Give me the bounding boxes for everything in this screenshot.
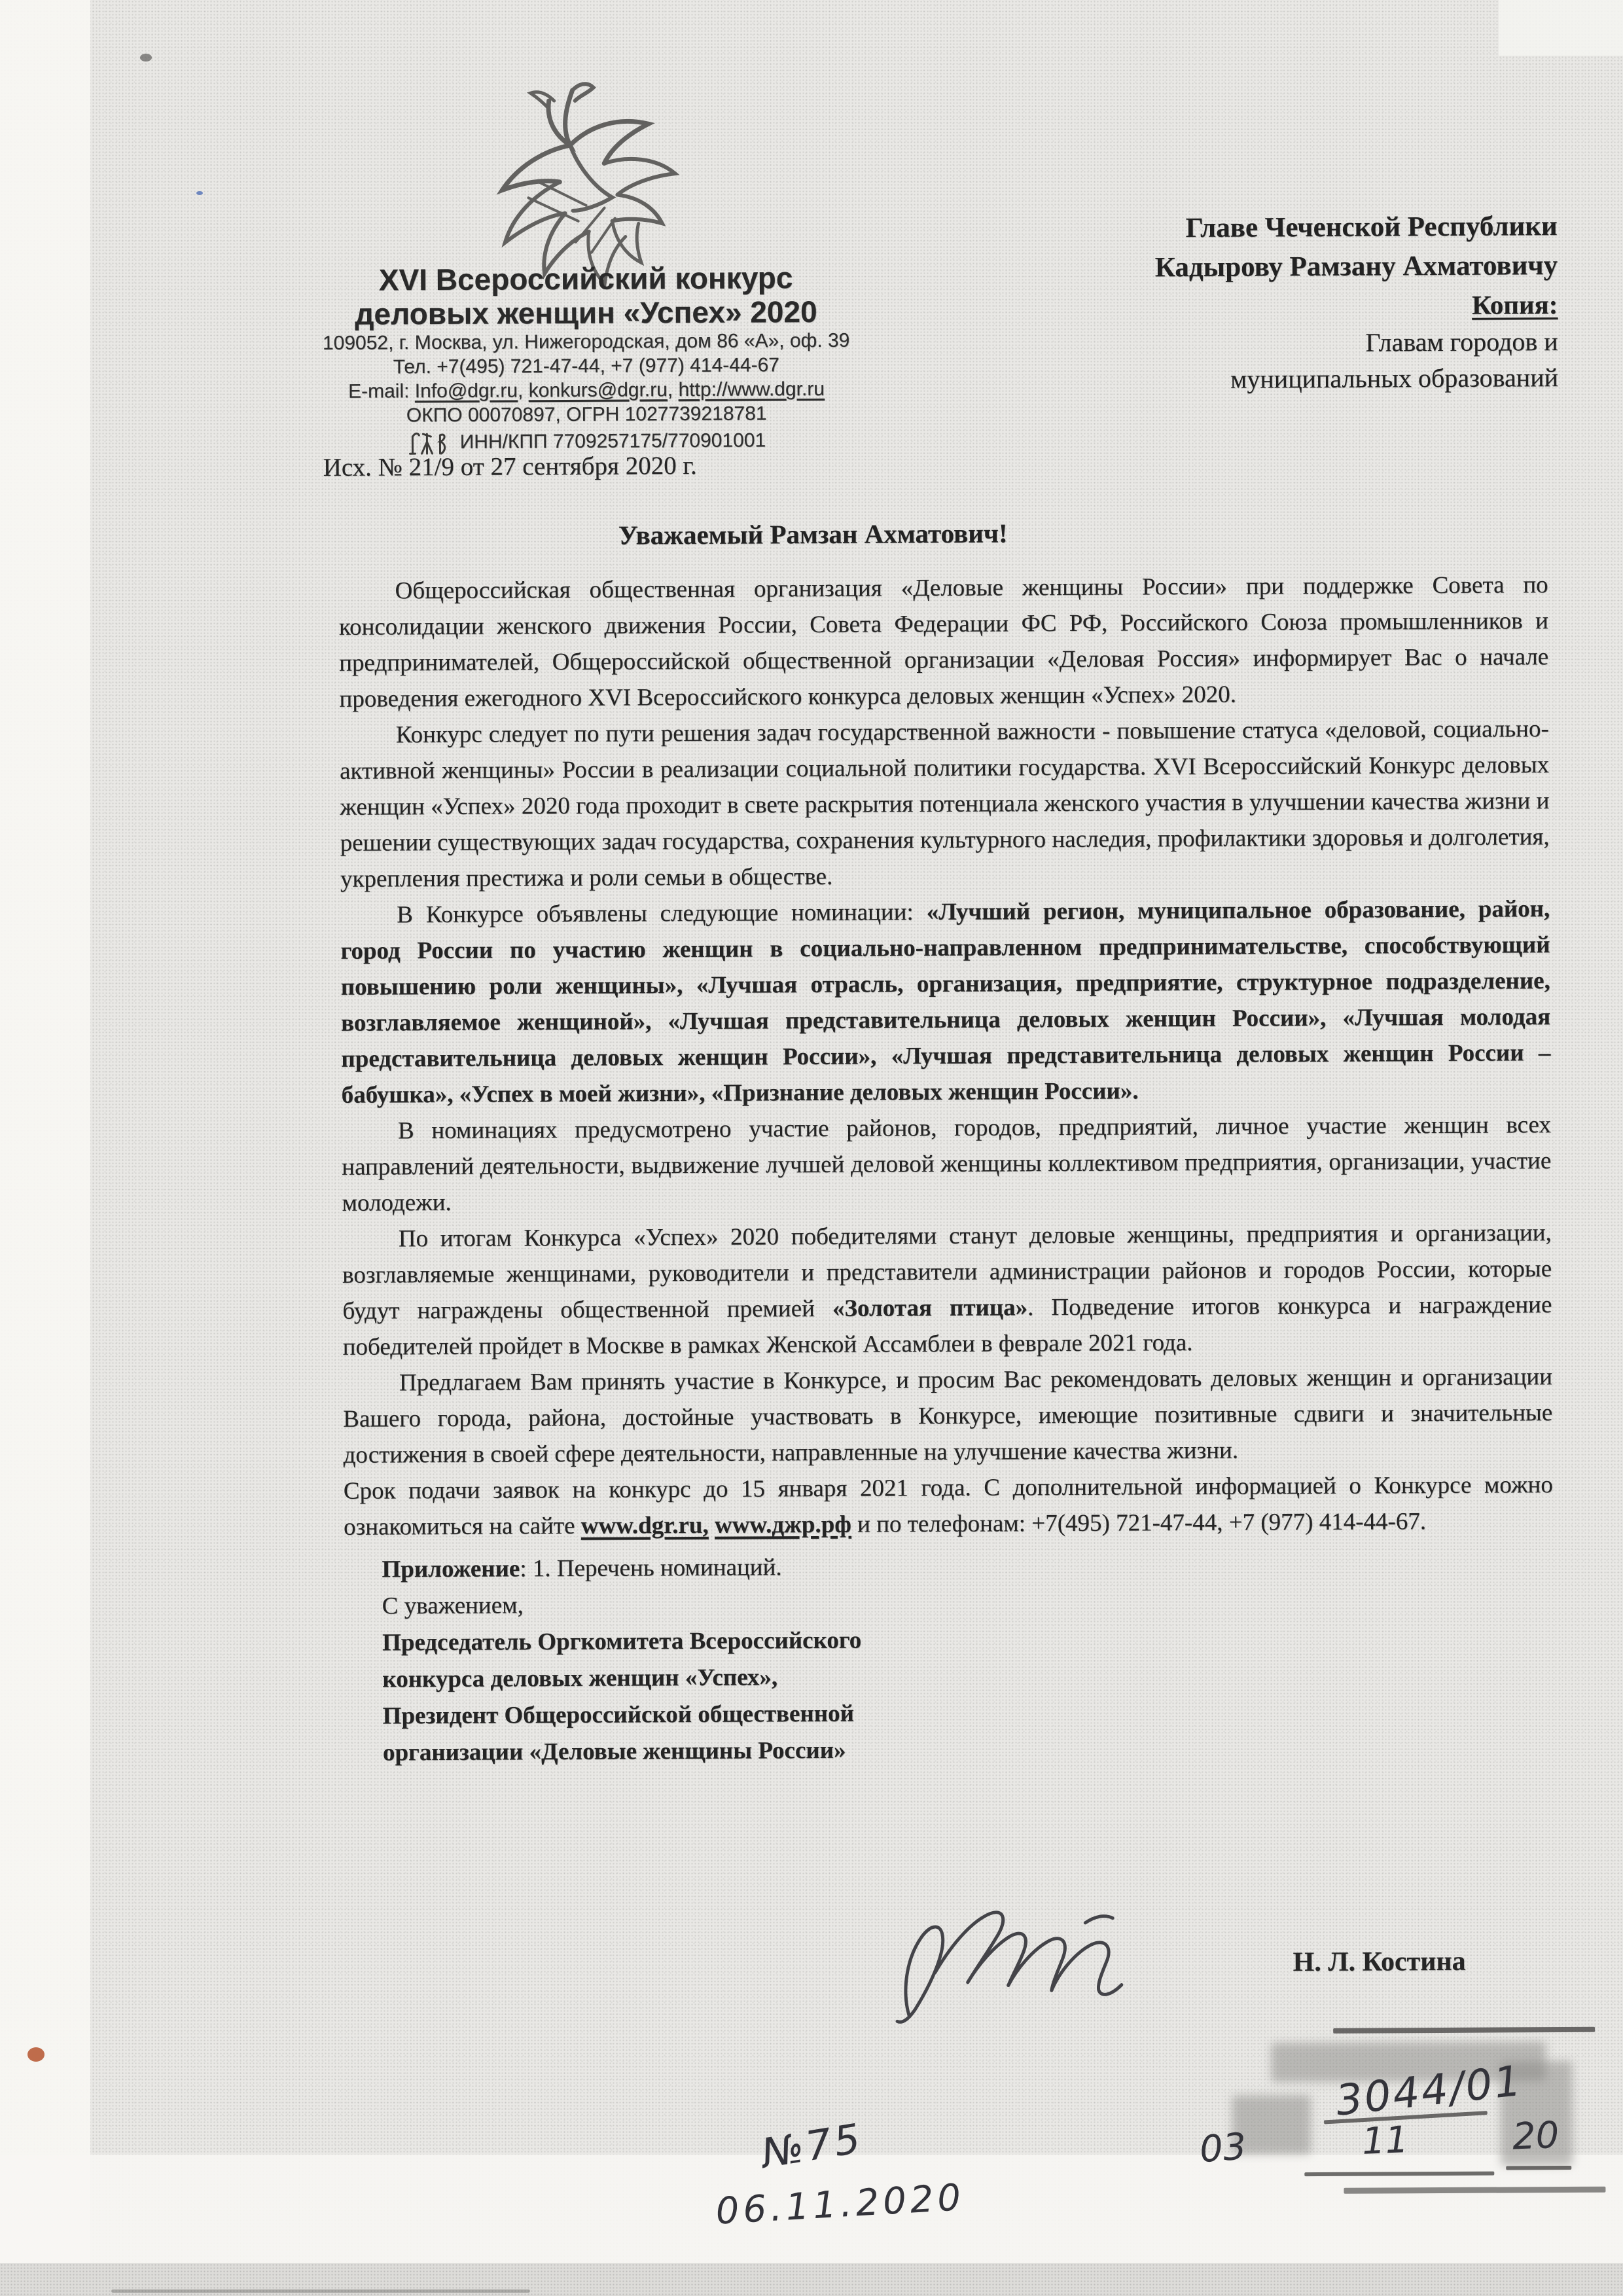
golden-bird-award: «Золотая птица» (832, 1294, 1028, 1322)
p3-intro: В Конкурсе объявлены следующие номинации: (397, 899, 927, 929)
site-link-cyrillic: www.джр.рф (714, 1511, 851, 1539)
org-header (157, 259, 1016, 457)
closing-block (382, 1545, 1554, 1771)
copy-label: Копия: (1471, 289, 1558, 320)
org-okpo-ogrn: ОКПО 00070897, ОГРН 1027739218781 (406, 403, 767, 427)
paragraph-7: Срок подачи заявок на конкурс до 15 января 2021 года. С дополнительной информацией о Конкурсе можно ознакомиться на сайте www.dgr.ru, www.джр.рф и по телефонам: +7(495) 721-47-44, +7 (977) 414-44-67. (343, 1471, 1553, 1541)
recipient-line1: Главе Чеченской Республики (1185, 211, 1558, 244)
recipient-line3: Главам городов и (1365, 327, 1558, 357)
org-website: http://www.dgr.ru (678, 378, 825, 401)
recipient-line2: Кадырову Рамзану Ахматовичу (1154, 250, 1558, 283)
attachment-line: Приложение: 1. Перечень номинаций. (382, 1554, 782, 1583)
site-link-dgr: www.dgr.ru, (580, 1511, 709, 1539)
paragraph-2: Конкурс следует по пути решения задач государственной важности - повышение статуса «деловой, социально-активной женщины» России в реализации социальной политики государства. XVI Всероссийский Конкурс деловых женщин «Успех» 2020 года проходит в свете раскрытия потенциала женского участия в улучшении качества жизни и решении существующих задач государства, сохранения культурного наследия, профилактики здоровья и долголетия, укрепления престижа и роли семьи в обществе. (339, 715, 1550, 893)
salutation: Уважаемый Рамзан Ахматович! (618, 518, 1008, 550)
email-label: E-mail: (348, 380, 410, 403)
org-inn-kpp: ИНН/КПП 7709257175/770901001 (459, 429, 766, 453)
org-address: 109052, г. Москва, ул. Нижегородская, дом 86 «А», оф. 39 (322, 329, 850, 354)
paragraph-4: В номинациях предусмотрено участие районов, городов, предприятий, личное участие женщин всех направлений деятельности, выдвижение лучшей деловой женщины коллективом предприятия, организации, участие молодежи. (342, 1111, 1552, 1217)
org-title-line1: XVI Всероссийский конкурс (378, 260, 793, 297)
paragraph-1: Общероссийская общественная организация «Деловые женщины России» при поддержке Совета по консолидации женского движения России, Совета Федерации ФС РФ, Российского Союза промышленников и предпринимателей, Общероссийской общественной организации «Деловая Россия» информирует Вас о начале проведения ежегодного XVI Всероссийского конкурса деловых женщин «Успех» 2020. (338, 571, 1549, 713)
org-title-line2: деловых женщин «Успех» 2020 (355, 294, 817, 331)
stamp-day: 03 (1198, 2125, 1248, 2172)
letter-body (338, 567, 1554, 1772)
signature-script (869, 1860, 1151, 2032)
stamp-month: 11 (1361, 2119, 1410, 2163)
recipient-line4: муниципальных образований (1230, 363, 1559, 394)
handwritten-incoming-date: 06.11.2020 (714, 2176, 966, 2233)
signer-title-line3: Президент Общероссийской общественной (382, 1700, 854, 1730)
stamp-number: 3044/01 (1333, 2056, 1525, 2126)
signer-name: Н. Л. Костина (1293, 1946, 1466, 1978)
stamp-date-underline (1304, 2172, 1494, 2177)
stamp-top-line (1333, 2027, 1595, 2034)
signer-title-line4: организации «Деловые женщины России» (382, 1736, 846, 1767)
paragraph-3 (340, 891, 1551, 1113)
registration-stamp (1192, 2015, 1599, 2194)
email-address-2: konkurs@dgr.ru (528, 379, 668, 402)
signer-title-line2: конкурса деловых женщин «Успех», (382, 1664, 778, 1693)
signer-title-line1: Председатель Оргкомитета Всероссийского (382, 1626, 862, 1657)
org-phone: Тел. +7(495) 721-47-44, +7 (977) 414-44-67 (393, 354, 780, 378)
org-email-line: E-mail: Info@dgr.ru, konkurs@dgr.ru, http://www.dgr.ru (348, 378, 825, 403)
p3-nominations: «Лучший регион, муниципальное образование, район, город России по участию женщин в социально-направленном предпринимательстве, способствующий повышению роли женщины», «Лучшая отрасль, организация, предприятие, структурное подразделение, возглавляемое женщиной», «Лучшая представительница деловых женщин России», «Лучшая молодая представительница деловых женщин России», «Лучшая представительница деловых женщин России – бабушка», «Успех в моей жизни», «Признание деловых женщин России». (340, 895, 1551, 1109)
paragraph-5: По итогам Конкурса «Успех» 2020 победителями станут деловые женщины, предприятия и организации, возглавляемые женщинами, руководители и представители администрации районов и городов России, которые будут награждены общественной премией «Золотая птица». Подведение итогов конкурса и награждение победителей пройдет в Москве в рамках Женской Ассамблеи в феврале 2021 года. (342, 1219, 1552, 1361)
outgoing-ref-line: Исх. № 21/9 от 27 сентября 2020 г. (323, 451, 697, 482)
handwritten-incoming-number: №75 (758, 2113, 866, 2178)
stamp-year-underline (1506, 2166, 1571, 2170)
regards-line: С уважением, (382, 1592, 524, 1620)
email-address-1: Info@dgr.ru (414, 380, 518, 403)
stamp-year: 20 (1511, 2113, 1560, 2159)
recipient-block (949, 207, 1558, 399)
paragraph-6: Предлагаем Вам принять участие в Конкурсе, и просим Вас рекомендовать деловых женщин и организации Вашего города, района, достойные участвовать в Конкурсе, имеющие позитивные сдвиги и значительные достижения в своей сфере деятельности, направленные на улучшение качества жизни. (343, 1363, 1553, 1469)
stamp-bottom-line (1344, 2187, 1605, 2194)
